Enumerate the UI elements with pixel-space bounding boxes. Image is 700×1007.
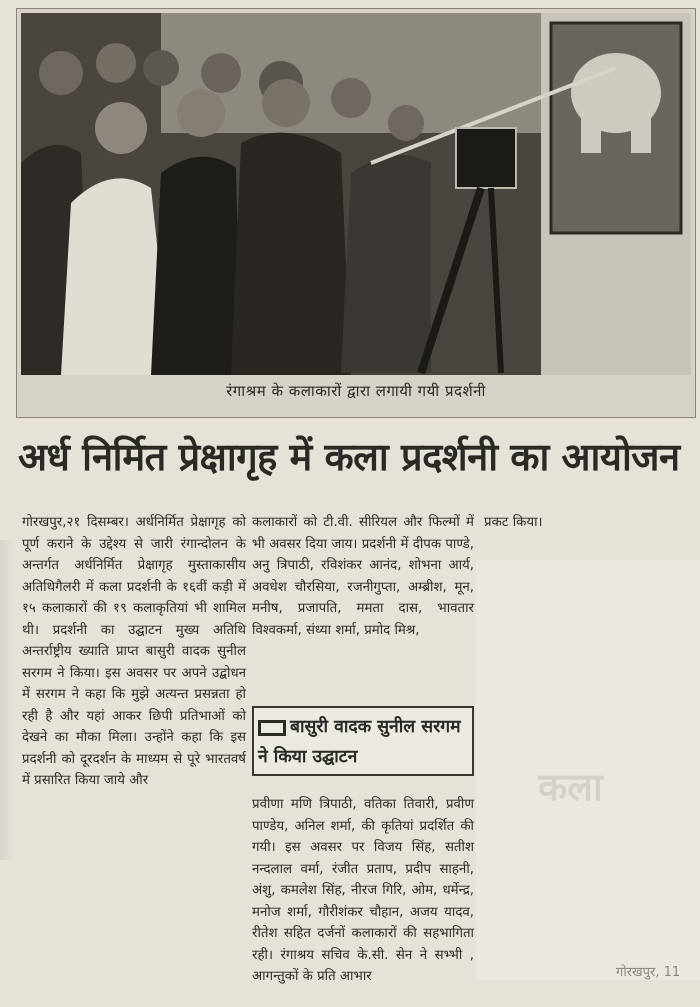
subheadline: बासुरी वादक सुनील सरगम ने किया उद्घाटन [258,717,461,767]
article-text: प्रवीणा मणि त्रिपाठी, वतिका तिवारी, प्रवीण पाण्डेय, अनिल शर्मा, की कृतियां प्रदर्शित की गयी। इस अवसर पर विजय सिंह, सतीश नन्दलाल वर्मा, रंजीत प्रताप, प्रदीप साहनी, अंशु, कमलेश सिंह, नीरज गिरि, ओम, धर्मेन्द्र, मनोज शर्मा, गौरीशंकर चौहान, अजय यादव, रीतेश सहित दर्जनों कलाकारों की सहभागिता रही। रंगाश्रय सचिव के.सी. सेन ने सभ्भी , आगन्तुकों के प्रति आभार [252,797,474,984]
article-text: कलाकारों को टी.वी. सीरियल और फिल्मों में भी अवसर दिया जाय। प्रदर्शनी में दीपक पाण्डे, अनु त्रिपाठी, रविशंकर आनंद, शोभना आर्य, अवधेश चौरसिया, रजनीगुप्ता, अम्ब्रीश, मून, मनीष, प्रजापति, ममता दास, भावतार विश्वकर्मा, संध्या शर्मा, प्रमोद मिश्र, [252,515,474,638]
article-text: प्रकट किया। [484,515,543,530]
news-photo [16,8,696,418]
page-edge [0,540,14,860]
exhibition-photo-illustration [21,13,691,375]
faded-dateline: गोरखपुर, 11 [616,965,681,980]
article-column-1 [22,512,246,792]
article-column-2-continued [252,794,474,988]
article-text: गोरखपुर,२१ दिसम्बर। अर्धनिर्मित प्रेक्षागृह को पूर्ण कराने के उद्देश्य से जारी रंगान्दोलन के अन्तर्गत अर्धनिर्मित प्रेक्षागृह मुस्ताकासीय अतिथिगैलरी में कला प्रदर्शनी के १६वीं कड़ी में १५ कलाकारों की १९ कलाकृतियां भी शामिल थी। प्रदर्शनी का उद्घाटन मुख्य अतिथि अन्तर्राष्ट्रीय ख्याति प्राप्त बासुरी वादक सुनील सरगम ने किया। इस अवसर पर अपने उद्बोधन में सरगम ने कहा कि मुझे अत्यन्त प्रसन्नता हो रही है और यहां आकर छिपी प्रतिभाओं को देखने का मौका मिला। उन्होंने कहा कि इस प्रदर्शनी को दूरदर्शन के माध्यम से पूरे भारतवर्ष में प्रसारित किया जाये और [22,515,246,788]
adjacent-clipping-area [476,560,700,980]
photo-image [21,13,691,375]
box-icon [258,720,286,736]
article-column-2 [252,512,474,641]
subheadline-box [252,706,474,776]
faded-text: कला [538,765,603,809]
headline: अर्ध निर्मित प्रेक्षागृह में कला प्रदर्शनी का आयोजन [18,435,680,479]
article-column-3 [484,512,694,534]
photo-caption: रंगाश्रम के कलाकारों द्वारा लगायी गयी प्रदर्शनी [226,382,486,400]
